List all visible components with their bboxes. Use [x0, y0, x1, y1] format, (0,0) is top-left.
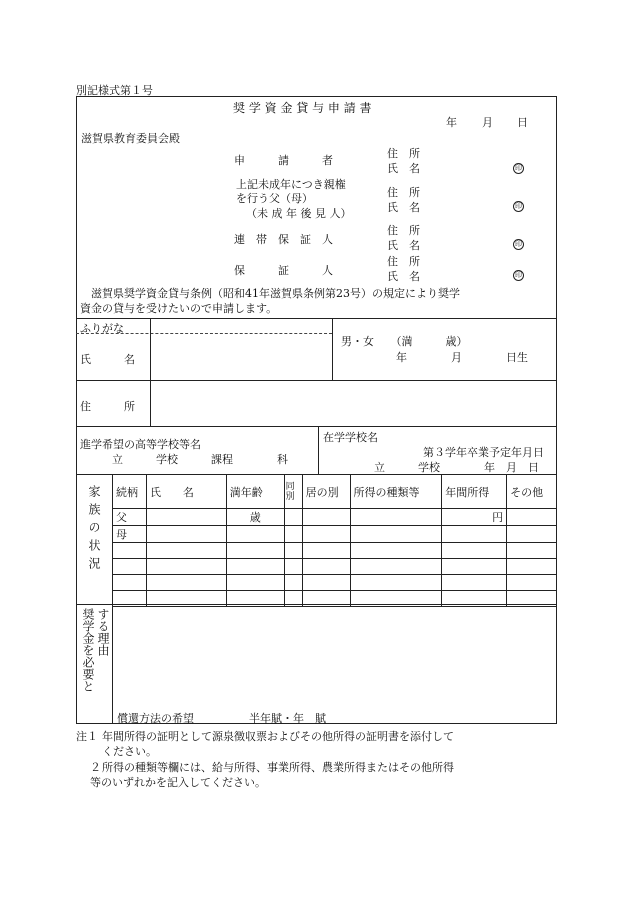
table-cell[interactable]	[507, 559, 557, 575]
divider	[318, 426, 319, 474]
reason-label-col1: 奨学金を必要と	[81, 608, 95, 692]
table-cell[interactable]	[113, 575, 147, 591]
table-cell[interactable]: 歳	[226, 509, 284, 526]
seal-icon: 印	[515, 202, 522, 210]
table-cell[interactable]: 円	[442, 509, 507, 526]
divider	[76, 380, 557, 381]
table-cell[interactable]	[146, 526, 226, 543]
table-cell[interactable]	[302, 509, 350, 526]
header-cell: 同別	[284, 475, 302, 509]
party-name-label: 氏 名	[387, 162, 420, 175]
party-name-label: 氏 名	[387, 270, 420, 283]
header-cell: 続柄	[113, 475, 147, 509]
table-cell[interactable]: 父	[113, 509, 147, 526]
table-cell[interactable]	[302, 526, 350, 543]
table-cell[interactable]	[113, 559, 147, 575]
seal-icon: 印	[515, 164, 522, 172]
table-cell[interactable]	[350, 559, 442, 575]
header-cell: 氏 名	[146, 475, 226, 509]
table-cell[interactable]	[226, 575, 284, 591]
address-label: 住 所	[80, 400, 135, 413]
note-text: 年間所得の証明として源泉徴収票およびその他所得の証明書を添付して	[102, 730, 454, 743]
party-address-label: 住 所	[387, 224, 420, 237]
divider	[332, 318, 333, 380]
table-cell[interactable]	[226, 543, 284, 559]
table-cell[interactable]	[442, 526, 507, 543]
table-row	[113, 543, 557, 559]
table-cell[interactable]	[226, 559, 284, 575]
graduation-label: 第３学年卒業予定年月日	[423, 446, 544, 459]
family-section-label: 家族の状況	[87, 485, 101, 575]
desired-school-label: 進学希望の高等学校等名	[80, 438, 201, 451]
table-row	[113, 575, 557, 591]
table-cell[interactable]	[284, 543, 302, 559]
note-text-cont: ください。	[102, 745, 157, 758]
guardian-label-line2: を行う父（母）	[236, 192, 313, 205]
divider	[112, 604, 113, 724]
desired-school-line: 立 学校 課程 科	[112, 453, 288, 466]
table-cell[interactable]	[302, 575, 350, 591]
date-year: 年	[446, 116, 457, 129]
table-cell[interactable]	[302, 543, 350, 559]
birth-date: 年 月 日生	[396, 351, 528, 364]
table-cell[interactable]	[350, 509, 442, 526]
current-school-line: 立 学校 年 月 日	[374, 461, 539, 474]
note-number: ２	[90, 761, 101, 774]
sex-age: 男・女 （満 歳）	[341, 335, 468, 348]
table-row	[113, 526, 557, 543]
table-cell[interactable]	[507, 575, 557, 591]
current-school-label: 在学学校名	[323, 431, 378, 444]
table-cell[interactable]	[284, 575, 302, 591]
header-cell: その他	[507, 475, 557, 509]
table-cell[interactable]	[146, 543, 226, 559]
statement-line2: 資金の貸与を受けたいので申請します。	[80, 302, 278, 315]
table-cell[interactable]	[507, 526, 557, 543]
divider	[150, 380, 151, 426]
table-cell[interactable]	[146, 509, 226, 526]
seal-icon: 印	[515, 240, 522, 248]
guardian-label-line1: 上記未成年につき親権	[236, 178, 346, 191]
reason-label-col2: する理由	[96, 608, 110, 656]
family-header-row	[113, 475, 557, 509]
applicant-label: 申 請 者	[234, 154, 333, 167]
addressee: 滋賀県教育委員会殿	[81, 132, 180, 145]
table-cell[interactable]	[113, 543, 147, 559]
table-cell[interactable]	[442, 575, 507, 591]
guardian-label-line3: （未 成 年 後 見 人）	[246, 207, 352, 220]
party-address-label: 住 所	[387, 255, 420, 268]
divider	[76, 426, 557, 427]
table-cell[interactable]	[507, 543, 557, 559]
table-cell[interactable]	[507, 509, 557, 526]
form-title: 奨 学 資 金 貸 与 申 請 書	[233, 101, 372, 115]
table-cell[interactable]	[284, 509, 302, 526]
party-address-label: 住 所	[387, 147, 420, 160]
table-row	[113, 559, 557, 575]
note-text-cont: 等のいずれかを記入してください。	[90, 776, 266, 789]
table-cell[interactable]	[284, 526, 302, 543]
family-table	[112, 474, 557, 607]
divider	[150, 318, 151, 380]
repayment-preference: 償還方法の希望 半年賦・年 賦	[117, 712, 326, 725]
header-cell: 所得の種類等	[350, 475, 442, 509]
name-label: 氏 名	[80, 353, 135, 366]
guarantor-label: 保 証 人	[234, 264, 333, 277]
table-row	[113, 509, 557, 526]
table-cell[interactable]	[284, 559, 302, 575]
header-cell: 満年齢	[226, 475, 284, 509]
divider	[76, 318, 557, 319]
divider	[76, 604, 557, 605]
header-cell: 居の別	[302, 475, 350, 509]
seal-icon: 印	[515, 271, 522, 279]
table-cell[interactable]	[350, 543, 442, 559]
table-cell[interactable]	[350, 575, 442, 591]
date-month: 月	[482, 116, 493, 129]
note-text: 所得の種類等欄には、給与所得、事業所得、農業所得またはその他所得	[102, 761, 454, 774]
furigana-label: ふりがな	[80, 322, 124, 335]
table-cell[interactable]: 母	[113, 526, 147, 543]
date-day: 日	[517, 116, 528, 129]
table-cell[interactable]	[226, 526, 284, 543]
table-cell[interactable]	[146, 575, 226, 591]
party-name-label: 氏 名	[387, 201, 420, 214]
joint-guarantor-label: 連 帯 保 証 人	[234, 233, 333, 246]
party-address-label: 住 所	[387, 186, 420, 199]
party-name-label: 氏 名	[387, 239, 420, 252]
note-number: 注１	[76, 730, 98, 743]
table-cell[interactable]	[442, 559, 507, 575]
header-cell: 年間所得	[442, 475, 507, 509]
table-cell[interactable]	[350, 526, 442, 543]
table-cell[interactable]	[146, 559, 226, 575]
table-cell[interactable]	[442, 543, 507, 559]
form-number: 別記様式第１号	[76, 84, 153, 97]
table-cell[interactable]	[302, 559, 350, 575]
statement-line1: 滋賀県奨学資金貸与条例（昭和41年滋賀県条例第23号）の規定により奨学	[80, 287, 460, 300]
